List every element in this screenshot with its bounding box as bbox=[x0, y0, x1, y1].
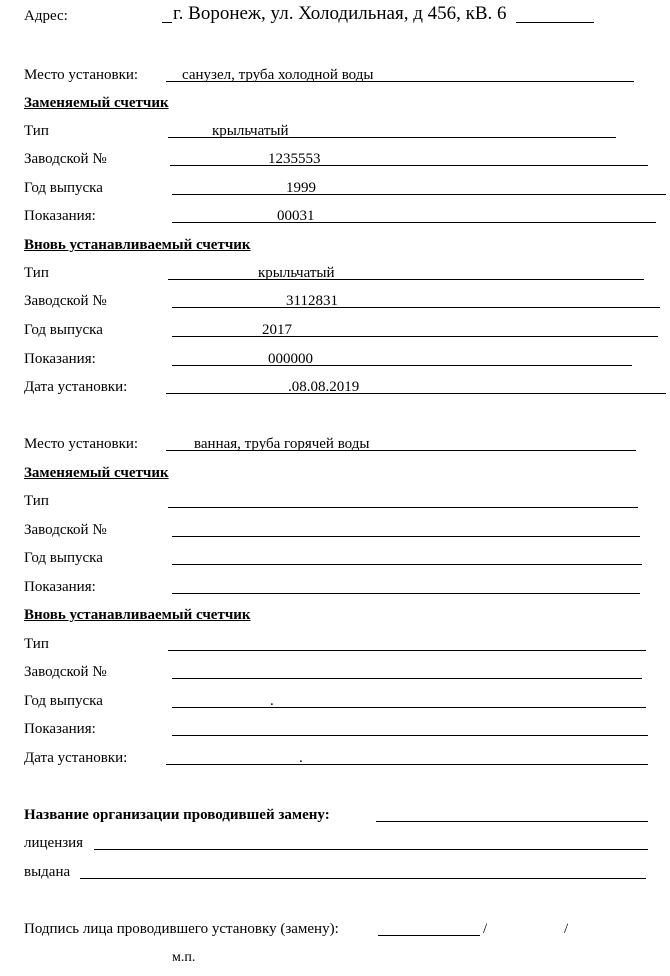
old-meter-heading-1: Заменяемый счетчик bbox=[24, 95, 169, 111]
old-year-label-1: Год выпуска bbox=[24, 180, 103, 196]
new-date-line-1 bbox=[166, 393, 666, 394]
new-date-mark-2: . bbox=[299, 750, 303, 766]
old-serial-label-1: Заводской № bbox=[24, 151, 107, 167]
new-serial-value-1: 3112831 bbox=[286, 293, 338, 309]
old-reading-value-1: 00031 bbox=[277, 208, 315, 224]
place-value-2: ванная, труба горячей воды bbox=[194, 436, 370, 452]
new-type-label-1: Тип bbox=[24, 265, 49, 281]
old-type-line-2 bbox=[168, 507, 638, 508]
signature-label: Подпись лица проводившего установку (замену): bbox=[24, 921, 339, 937]
new-reading-label-1: Показания: bbox=[24, 351, 96, 367]
address-label: Адрес: bbox=[24, 8, 68, 24]
new-meter-heading-1: Вновь устанавливаемый счетчик bbox=[24, 237, 251, 253]
address-value: г. Воронеж, ул. Холодильная, д 456, кВ. 6 bbox=[173, 3, 507, 24]
new-meter-heading-2: Вновь устанавливаемый счетчик bbox=[24, 607, 251, 623]
old-type-value-1: крыльчатый bbox=[212, 123, 289, 139]
signature-line bbox=[378, 935, 480, 936]
new-reading-label-2: Показания: bbox=[24, 721, 96, 737]
new-type-value-1: крыльчатый bbox=[258, 265, 335, 281]
new-type-label-2: Тип bbox=[24, 636, 49, 652]
new-date-line-2 bbox=[166, 764, 648, 765]
old-serial-line-2 bbox=[172, 536, 640, 537]
old-type-label-1: Тип bbox=[24, 123, 49, 139]
place-label-2: Место установки: bbox=[24, 436, 139, 452]
license-label: лицензия bbox=[24, 835, 84, 851]
new-year-label-2: Год выпуска bbox=[24, 693, 103, 709]
old-year-line-1 bbox=[172, 194, 666, 195]
new-serial-label-1: Заводской № bbox=[24, 293, 107, 309]
old-year-value-1: 1999 bbox=[286, 180, 316, 196]
place-value-1: санузел, труба холодной воды bbox=[182, 67, 374, 83]
old-year-label-2: Год выпуска bbox=[24, 550, 103, 566]
old-meter-heading-2: Заменяемый счетчик bbox=[24, 465, 169, 481]
new-year-value-1: 2017 bbox=[262, 322, 292, 338]
issued-label: выдана bbox=[24, 864, 71, 880]
new-date-label-2: Дата установки: bbox=[24, 750, 128, 766]
org-title: Название организации проводившей замену: bbox=[24, 807, 330, 823]
new-year-label-1: Год выпуска bbox=[24, 322, 103, 338]
new-reading-line-2 bbox=[172, 735, 648, 736]
signature-slash-2: / bbox=[564, 921, 569, 937]
old-reading-line-1 bbox=[172, 222, 656, 223]
new-year-line-2 bbox=[172, 707, 646, 708]
old-reading-label-1: Показания: bbox=[24, 208, 96, 224]
old-year-line-2 bbox=[172, 564, 642, 565]
place-label-1: Место установки: bbox=[24, 67, 139, 83]
new-reading-line-1 bbox=[172, 365, 632, 366]
old-serial-value-1: 1235553 bbox=[268, 151, 321, 167]
stamp-placeholder: м.п. bbox=[172, 950, 196, 965]
new-serial-label-2: Заводской № bbox=[24, 664, 107, 680]
old-reading-line-2 bbox=[172, 593, 640, 594]
new-year-mark-2: . bbox=[270, 693, 274, 709]
new-serial-line-1 bbox=[172, 307, 660, 308]
old-reading-label-2: Показания: bbox=[24, 579, 96, 595]
new-date-value-1: .08.08.2019 bbox=[288, 379, 360, 395]
address-underline-lead bbox=[162, 22, 172, 23]
new-type-line-2 bbox=[168, 650, 646, 651]
issued-line bbox=[80, 878, 646, 879]
new-year-line-1 bbox=[172, 336, 658, 337]
license-line bbox=[94, 849, 648, 850]
old-type-label-2: Тип bbox=[24, 493, 49, 509]
signature-slash-1: / bbox=[483, 921, 488, 937]
new-date-label-1: Дата установки: bbox=[24, 379, 128, 395]
new-type-line-1 bbox=[168, 279, 644, 280]
address-underline-tail bbox=[516, 22, 594, 23]
org-name-line bbox=[376, 821, 648, 822]
new-serial-line-2 bbox=[172, 678, 642, 679]
old-serial-line-1 bbox=[170, 165, 648, 166]
new-reading-value-1: 000000 bbox=[268, 351, 313, 367]
old-serial-label-2: Заводской № bbox=[24, 522, 107, 538]
